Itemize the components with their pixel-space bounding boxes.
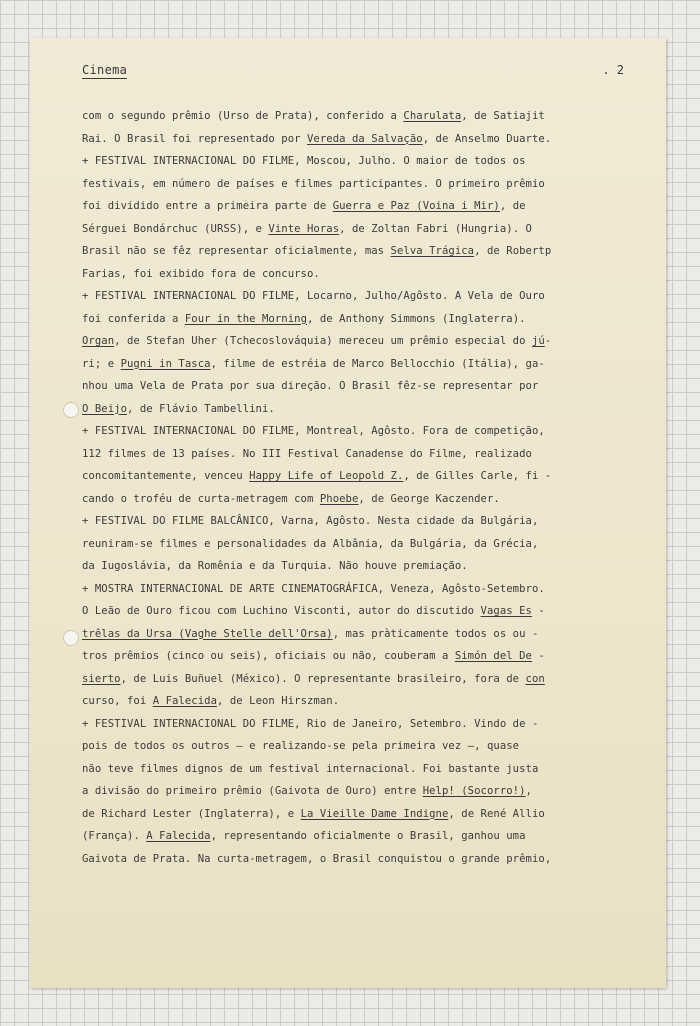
underlined-title: Vagas Es [480,605,532,617]
punch-hole [63,630,79,646]
text-line [82,465,634,488]
line-text: , de Robertp [474,245,552,257]
line-text: foi dividido entre a primeira parte de [82,200,333,212]
line-text: não teve filmes dignos de um festival internacional. Foi bastante justa [82,762,539,775]
line-text: , representando oficialmente o Brasil, ganhou uma [210,830,526,842]
text-line [82,443,634,466]
line-text: 112 filmes de 13 países. No III Festival Canadense do Filme, realizado [82,447,532,460]
text-line [82,105,634,128]
line-text: de Richard Lester (Inglaterra), e [82,807,301,820]
text-line [82,263,634,286]
text-line [82,353,634,376]
text-line [82,713,634,736]
underlined-title: La Vieille Dame Indigne [300,807,449,820]
line-text: , de Flávio Tambellini. [127,402,275,415]
line-text: , [525,785,532,797]
text-line [82,623,634,646]
line-text: , de George Kaczender. [358,492,500,505]
line-text: da Iugoslávia, da Romênia e da Turquia. Não houve premiação. [82,560,468,572]
underlined-title: Four in the Morning [184,312,307,325]
line-text: , mas pràticamente todos os ou - [332,627,539,640]
line-text: , de Zoltan Fabri (Hungria). O [339,222,532,235]
underlined-title: A Falecida [146,830,211,842]
line-text: , de Luis Buñuel (México). O representante brasileiro, fora de [120,672,526,685]
text-line [82,645,634,668]
text-line [82,420,634,443]
underlined-title: Selva Trágica [390,245,475,257]
underlined-title: Help! (Socorro!) [422,785,526,797]
underlined-title: Happy Life of Leopold Z. [249,470,404,482]
underlined-title: Simón del De [454,650,532,662]
underlined-title: sierto [82,672,121,685]
text-line [82,240,634,263]
text-line [82,803,634,826]
text-line [82,825,634,848]
line-text: com o segundo prêmio (Urso de Prata), conferido a [82,110,404,122]
text-line [82,510,634,533]
line-text: tros prêmios (cinco ou seis), oficiais ou não, couberam a [82,650,455,662]
text-line [82,173,634,196]
line-text: - [531,605,545,617]
line-text: O Leão de Ouro ficou com Luchino Visconti, autor do discutido [82,605,481,617]
line-text: Rai. O Brasil foi representado por [82,132,307,145]
text-line [82,735,634,758]
line-text: Gaivota de Prata. Na curta-metragem, o Brasil conquistou o grande prêmio, [82,852,552,865]
line-text: , de René Allio [448,807,545,820]
text-line [82,330,634,353]
line-text: , de [499,200,526,212]
page-number: . 2 [602,63,624,77]
underlined-title: A Falecida [152,695,217,707]
text-line [82,488,634,511]
line-text: foi conferida a [82,312,185,325]
line-text: , de Stefan Uher (Tchecoslováquia) mereceu um prêmio especial do [114,335,532,347]
text-line [82,578,634,601]
line-text: concomitantemente, venceu [82,470,250,482]
line-text: , de Satiajit [461,110,545,122]
line-text: Sérguei Bondárchuc (URSS), e [82,222,269,235]
text-line [82,668,634,691]
line-text: Farias, foi exibido fora de concurso. [82,267,320,280]
underlined-title: Organ [82,335,115,347]
line-text: cando o troféu de curta-metragem com [82,492,320,505]
line-text: + FESTIVAL INTERNACIONAL DO FILME, Moscou, Julho. O maior de todos os [82,155,526,167]
text-line [82,555,634,578]
text-line [82,128,634,151]
underlined-title: Vereda da Salvação [306,132,423,145]
text-line [82,533,634,556]
text-line [82,375,634,398]
line-text: - [531,650,545,662]
text-line [82,285,634,308]
line-text: , de Gilles Carle, fi - [403,470,552,482]
underlined-title: Pugni in Tasca [120,357,211,370]
line-text: + FESTIVAL DO FILME BALCÂNICO, Varna, Agôsto. Nesta cidade da Bulgária, [82,515,539,527]
body-text [82,105,634,870]
text-line [82,218,634,241]
underlined-title: Vinte Horas [268,222,340,235]
line-text: + FESTIVAL INTERNACIONAL DO FILME, Locarno, Julho/Agôsto. A Vela de Ouro [82,290,545,302]
text-line [82,398,634,421]
text-line [82,195,634,218]
punch-hole [63,402,79,418]
text-line [82,848,634,871]
text-line [82,780,634,803]
line-text: + MOSTRA INTERNACIONAL DE ARTE CINEMATOGRÁFICA, Veneza, Agôsto-Setembro. [82,582,545,595]
text-line [82,758,634,781]
text-line [82,690,634,713]
text-line [82,150,634,173]
underlined-title: Guerra e Paz (Voina i Mir) [332,200,500,212]
line-text: , de Anthony Simmons (Inglaterra). [307,312,526,325]
underlined-title: Charulata [403,110,462,122]
document-page [30,38,666,988]
underlined-title: trêlas da Ursa (Vaghe Stelle dell'Orsa) [82,627,333,640]
line-text: + FESTIVAL INTERNACIONAL DO FILME, Montreal, Agôsto. Fora de competição, [82,425,545,437]
line-text: pois de todos os outros — e realizando-se pela primeira vez —, quase [82,740,520,752]
line-text: Brasil não se fêz representar oficialmente, mas [82,245,391,257]
underlined-title: Phoebe [319,492,359,505]
line-text: ri; e [82,357,121,370]
section-title: Cinema [82,63,128,77]
line-text: reuniram-se filmes e personalidades da Albânia, da Bulgária, da Grécia, [82,537,539,550]
underlined-title: jú [531,335,545,347]
line-text: , de Leon Hirszman. [217,695,340,707]
line-text: (França). [82,830,147,842]
line-text: , de Anselmo Duarte. [422,132,552,145]
line-text: nhou uma Vela de Prata por sua direção. O Brasil fêz-se representar por [82,380,539,392]
underlined-title: O Beijo [82,402,127,415]
line-text: curso, foi [82,695,153,707]
line-text: - [544,335,552,347]
line-text: a divisão do primeiro prêmio (Gaivota de Ouro) entre [82,785,423,797]
line-text: , filme de estréia de Marco Bellocchio (Itália), ga- [210,357,545,370]
line-text: festivais, em número de países e filmes participantes. O primeiro prêmio [82,177,545,190]
line-text: + FESTIVAL INTERNACIONAL DO FILME, Rio de Janeiro, Setembro. Vindo de - [82,717,539,730]
text-line [82,600,634,623]
underlined-title: con [525,672,545,685]
text-line [82,308,634,331]
